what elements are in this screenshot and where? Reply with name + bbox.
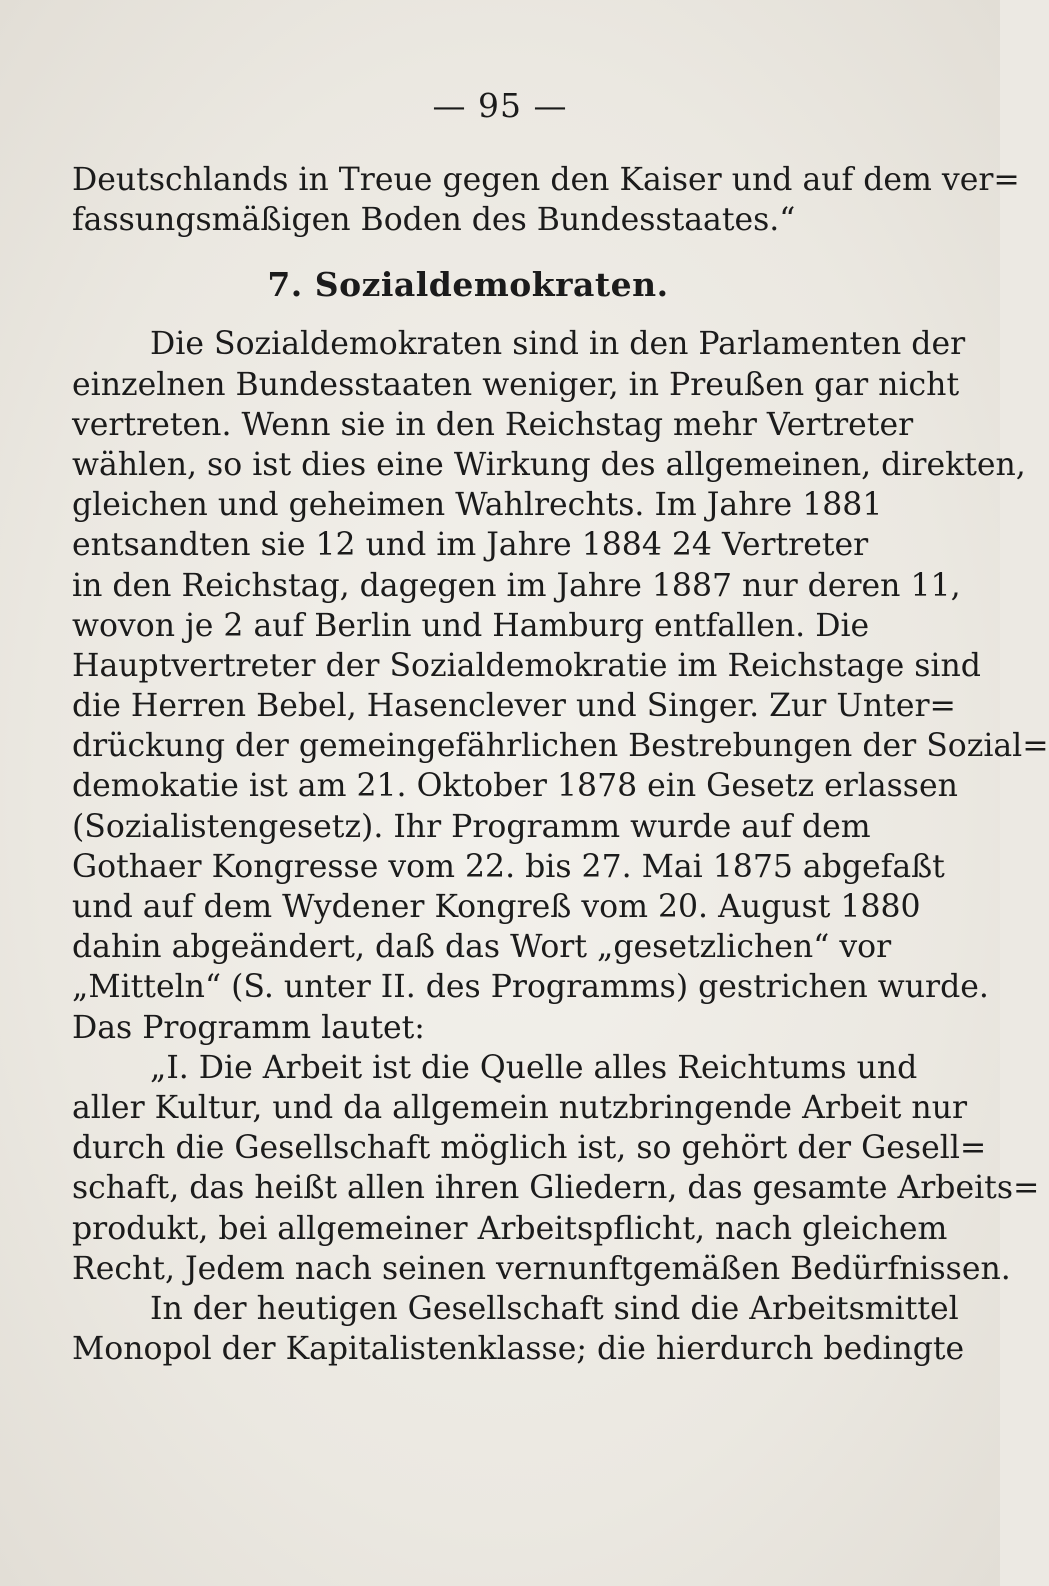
page-text [72, 160, 1049, 1369]
text-line: Das Programm lautet: [72, 1009, 425, 1046]
text-line: dahin abgeändert, daß das Wort „gesetzlichen“ vor [72, 929, 892, 966]
text-line: demokatie ist am 21. Oktober 1878 ein Gesetz erlassen [72, 768, 958, 805]
text-line: durch die Gesellschaft möglich ist, so gehört der Gesell= [72, 1130, 987, 1167]
text-line: Monopol der Kapitalistenklasse; die hierdurch bedingte [72, 1331, 965, 1368]
text-line: wählen, so ist dies eine Wirkung des allgemeinen, direkten, [72, 446, 1026, 483]
text-line: „I. Die Arbeit ist die Quelle alles Reichtums und [150, 1049, 918, 1086]
text-line: und auf dem Wydener Kongreß vom 20. August 1880 [72, 889, 921, 925]
text-line: schaft, das heißt allen ihren Gliedern, das gesamte Arbeits= [72, 1170, 1040, 1207]
text-line: Die Sozialdemokraten sind in den Parlamenten der [150, 326, 966, 363]
text-line: In der heutigen Gesellschaft sind die Arbeitsmittel [150, 1290, 959, 1327]
text-line: in den Reichstag, dagegen im Jahre 1887 nur deren 11, [72, 567, 961, 604]
text-line: entsandten sie 12 und im Jahre 1884 24 Vertreter [72, 527, 869, 564]
text-line: Gothaer Kongresse vom 22. bis 27. Mai 1875 abgefaßt [72, 848, 945, 885]
section-heading: 7. Sozialdemokraten. [267, 265, 669, 305]
text-line: die Herren Bebel, Hasenclever und Singer. Zur Unter= [72, 688, 956, 725]
text-line: einzelnen Bundesstaaten weniger, in Preußen gar nicht [72, 366, 960, 403]
text-line: gleichen und geheimen Wahlrechts. Im Jahre 1881 [72, 487, 883, 524]
text-line: Recht, Jedem nach seinen vernunftgemäßen Bedürfnissen. [72, 1250, 1011, 1287]
text-line: drückung der gemeingefährlichen Bestrebungen der Sozial= [72, 728, 1049, 765]
text-line: wovon je 2 auf Berlin und Hamburg entfallen. Die [72, 607, 870, 644]
text-line: „Mitteln“ (S. unter II. des Programms) gestrichen wurde. [72, 969, 989, 1006]
text-line: Hauptvertreter der Sozialdemokratie im Reichstage sind [72, 647, 981, 684]
text-line: vertreten. Wenn sie in den Reichstag mehr Vertreter [72, 406, 914, 443]
page-number: — 95 — [432, 86, 568, 125]
text-line: produkt, bei allgemeiner Arbeitspflicht, nach gleichem [72, 1210, 948, 1247]
text-line: aller Kultur, und da allgemein nutzbringende Arbeit nur [72, 1089, 968, 1126]
text-line: Deutschlands in Treue gegen den Kaiser und auf dem ver= [72, 162, 1020, 198]
text-line: fassungsmäßigen Boden des Bundesstaates.“ [72, 202, 796, 239]
text-line: (Sozialistengesetz). Ihr Programm wurde auf dem [72, 808, 871, 845]
